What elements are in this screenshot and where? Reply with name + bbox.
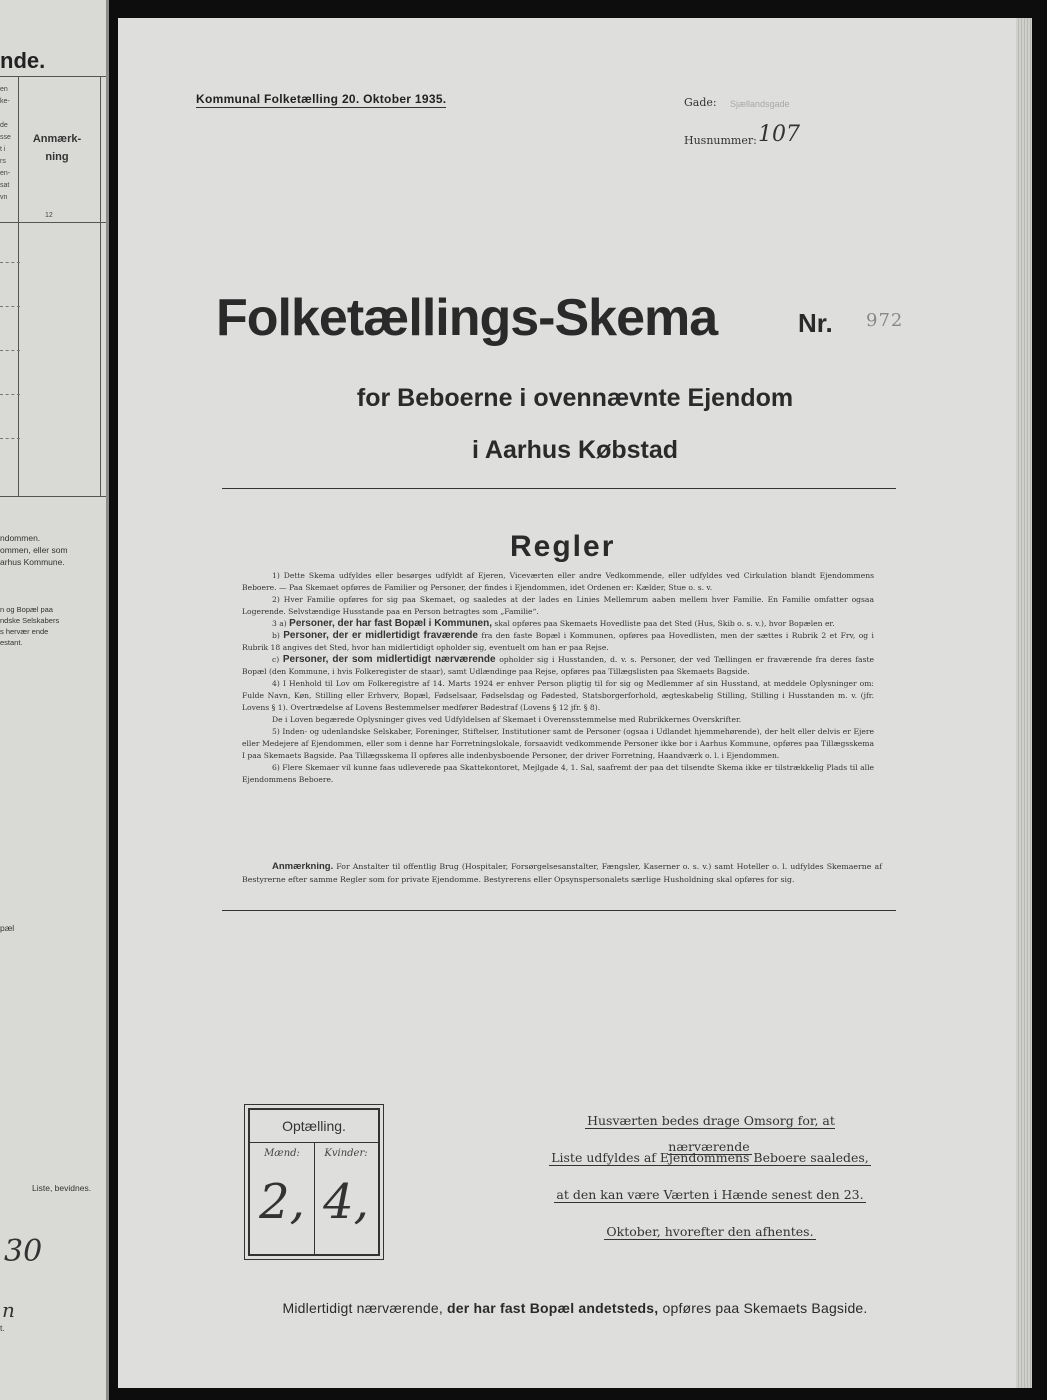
divider-rule xyxy=(222,488,896,489)
rule-paragraph: 2) Hver Familie opføres for sig paa Skemaet, og saaledes at der lades en Linies Mellemrum aaben mellem hver Familie. En Familie omfatter ogsaa Logerende. Selvstændige Husstande paa en Person betragtes som „Familie“. xyxy=(242,595,874,616)
form-title: Folketællings-Skema xyxy=(216,289,718,347)
left-page-column-heading: Anmærk- ning xyxy=(32,133,82,163)
rule-paragraph xyxy=(242,618,874,630)
gade-value: Sjællandsgade xyxy=(730,99,790,109)
rule-paragraph: 6) Flere Skemaer vil kunne faas udleverede paa Skattekontoret, Mejlgade 4, 1. Sal, saafremt der paa det tilsendte Skema ikke er tilstrækkelig Plads til alle Ejendommens Beboere. xyxy=(242,763,874,784)
page-edge xyxy=(1016,18,1032,1388)
form-number-label: Nr. xyxy=(798,308,833,338)
rule-paragraph: De i Loven begærede Oplysninger gives ved Udfyldelsen af Skemaet i Overensstemmelse med Rubrikkernes Overskrifter. xyxy=(272,715,742,724)
left-page-column-line xyxy=(18,76,19,496)
left-page-handwriting: 30 xyxy=(4,1234,43,1269)
footer-text: opføres paa Skemaets Bagside. xyxy=(662,1300,868,1316)
women-label: Kvinder: xyxy=(324,1148,368,1159)
rules-text xyxy=(242,570,874,786)
husnummer-value: 107 xyxy=(758,122,800,147)
rule-emphasis: Personer, der har fast Bopæl i Kommunen, xyxy=(289,618,492,629)
left-page-rule-top xyxy=(0,76,106,77)
form-subtitle-city: i Aarhus Købstad xyxy=(471,436,679,464)
rule-paragraph xyxy=(242,654,874,678)
rule-text: skal opføres paa Skemaets Hovedliste paa det Sted (Hus, Skib o. s. v.), hvor Bopælen er. xyxy=(494,619,835,628)
husnummer-label: Husnummer: xyxy=(684,134,757,147)
left-page-row-line xyxy=(0,306,20,307)
left-page-column-number: 12 xyxy=(45,212,53,219)
left-page-column-text: en ke- de sse t i rs en- sat vn xyxy=(0,86,11,201)
left-page-row-line xyxy=(0,262,20,263)
footer-text: Midlertidigt nærværende, xyxy=(282,1300,443,1316)
notice-line: Oktober, hvorefter den afhentes. xyxy=(606,1224,814,1239)
rule-emphasis: Personer, der som midlertidigt nærværende xyxy=(282,654,496,665)
left-page-text: n og Bopæl paa ndske Selskabers s hervær ende estant. xyxy=(0,605,60,647)
notice-line: Liste udfyldes af Ejendommens Beboere saaledes, xyxy=(551,1150,869,1165)
note-paragraph xyxy=(242,860,882,886)
rule-paragraph: 1) Dette Skema udfyldes eller besørges udfyldt af Ejeren, Viceværten eller andre Vedkommende, eller udfyldes ved Cirkulation blandt Ejendommens Beboere. — Paa Skemaet opføres de Familier og Personer, der findes i Ejendommen, idet Ordenen er: Kælder, Stue o. s. v. xyxy=(242,571,874,592)
note-label: Anmærkning. xyxy=(272,861,334,872)
notice-line: at den kan være Værten i Hænde senest den 23. xyxy=(556,1187,864,1202)
form-number-value: 972 xyxy=(866,310,904,331)
footer-note xyxy=(118,1300,1032,1316)
footer-emphasis: der har fast Bopæl andetsteds, xyxy=(447,1300,659,1316)
note-text: For Anstalter til offentlig Brug (Hospitaler, Forsørgelsesanstalter, Fængsler, Kaserner o. s. v.) samt Hoteller o. l. udfyldes Skemaerne af Bestyrerne efter samme Regler som for private Ejendomme. Bestyrerens eller Opsynspersonalets særlige Husholdning skal opføres for sig. xyxy=(242,862,882,884)
left-page-row-line xyxy=(0,438,20,439)
landlord-notice xyxy=(544,1108,876,1256)
left-page-text: ndommen. ommen, eller som arhus Kommune. xyxy=(0,533,68,567)
left-page-text: Liste, bevidnes. xyxy=(32,1183,92,1193)
rule-paragraph: 5) Inden- og udenlandske Selskaber, Foreninger, Stiftelser, Institutioner samt de Personer (ogsaa i Udlandet hjemmehørende), der helt eller delvis er Ejere eller Medejere af Ejendommen, eller som i denne har Forretningslokale, forsaavidt vedkommende Personer ikke bor i Aarhus Kommune, opføres paa Tillægsskema I paa Skemaets Bagside. Paa Tillægsskema II opføres alle indenbysboende Personer, der driver Forretning, Haandværk o. l. i Ejendommen. xyxy=(242,727,874,760)
left-page-row-line xyxy=(0,394,20,395)
rule-text: fra den faste Bopæl i Kommunen, opføres paa Hovedlisten, men der sættes i Rubrik 2 et Frv, og i Rubrik 18 angives det Sted, hvor han midlertidigt opholder sig, eventuelt om han er paa Rejse. xyxy=(242,631,874,652)
rule-text: opholder sig i Husstanden, d. v. s. Personer, der ved Tællingen er fraværende fra deres faste Bopæl (den Kommune, i hvis Folkeregister de staar), samt Udlændinge paa Rejse, opføres paa Tillægslisten paa Skemaets Bagside. xyxy=(242,655,875,676)
men-label: Mænd: xyxy=(264,1148,300,1159)
form-subtitle: for Beboerne i ovennævnte Ejendom xyxy=(356,384,794,412)
rule-paragraph: 4) I Henhold til Lov om Folkeregistre af 14. Marts 1924 er enhver Person pligtig til for sig og Medlemmer af sin Husstand, at meddele Oplysninger om: Fulde Navn, Køn, Stilling eller Erhverv, Bopæl, Fødselsaar, Fødselsdag og Fødested, Statsborgerforhold, ægteskabelig Stilling, Stilling i Husstanden m. v. (jfr. Lovens § 1). Overtrædelse af Lovens Bestemmelser medfører Bødestraf (Lovens § 12 jfr. § 8). xyxy=(242,679,874,712)
rule-emphasis: Personer, der er midlertidigt fraværende xyxy=(283,630,478,641)
previous-page xyxy=(0,0,109,1400)
rule-lead: 3 a) xyxy=(272,619,287,628)
census-header: Kommunal Folketælling 20. Oktober 1935. xyxy=(196,92,447,106)
left-page-title: nde. xyxy=(0,48,46,73)
gade-label: Gade: xyxy=(684,96,717,109)
rules-heading: Regler xyxy=(510,530,616,563)
notice-line: Husværten bedes drage Omsorg for, at nærværende xyxy=(587,1113,835,1154)
left-page-column-line xyxy=(100,76,101,496)
count-title: Optælling. xyxy=(282,1118,346,1134)
left-page-handwriting: n xyxy=(2,1298,15,1322)
men-count: 2, xyxy=(259,1174,305,1230)
left-page-row-line xyxy=(0,350,20,351)
left-page-text: pæl xyxy=(0,923,15,933)
rule-lead: c) xyxy=(272,655,280,664)
divider-rule xyxy=(222,910,896,911)
count-box xyxy=(248,1108,380,1256)
left-page-text: t. xyxy=(0,1323,5,1333)
left-page-rule-mid xyxy=(0,222,106,223)
rule-paragraph xyxy=(242,630,874,654)
women-count: 4, xyxy=(323,1174,369,1230)
rule-lead: b) xyxy=(272,631,280,640)
left-page-rule-bottom xyxy=(0,496,106,497)
census-form-page xyxy=(118,18,1032,1388)
